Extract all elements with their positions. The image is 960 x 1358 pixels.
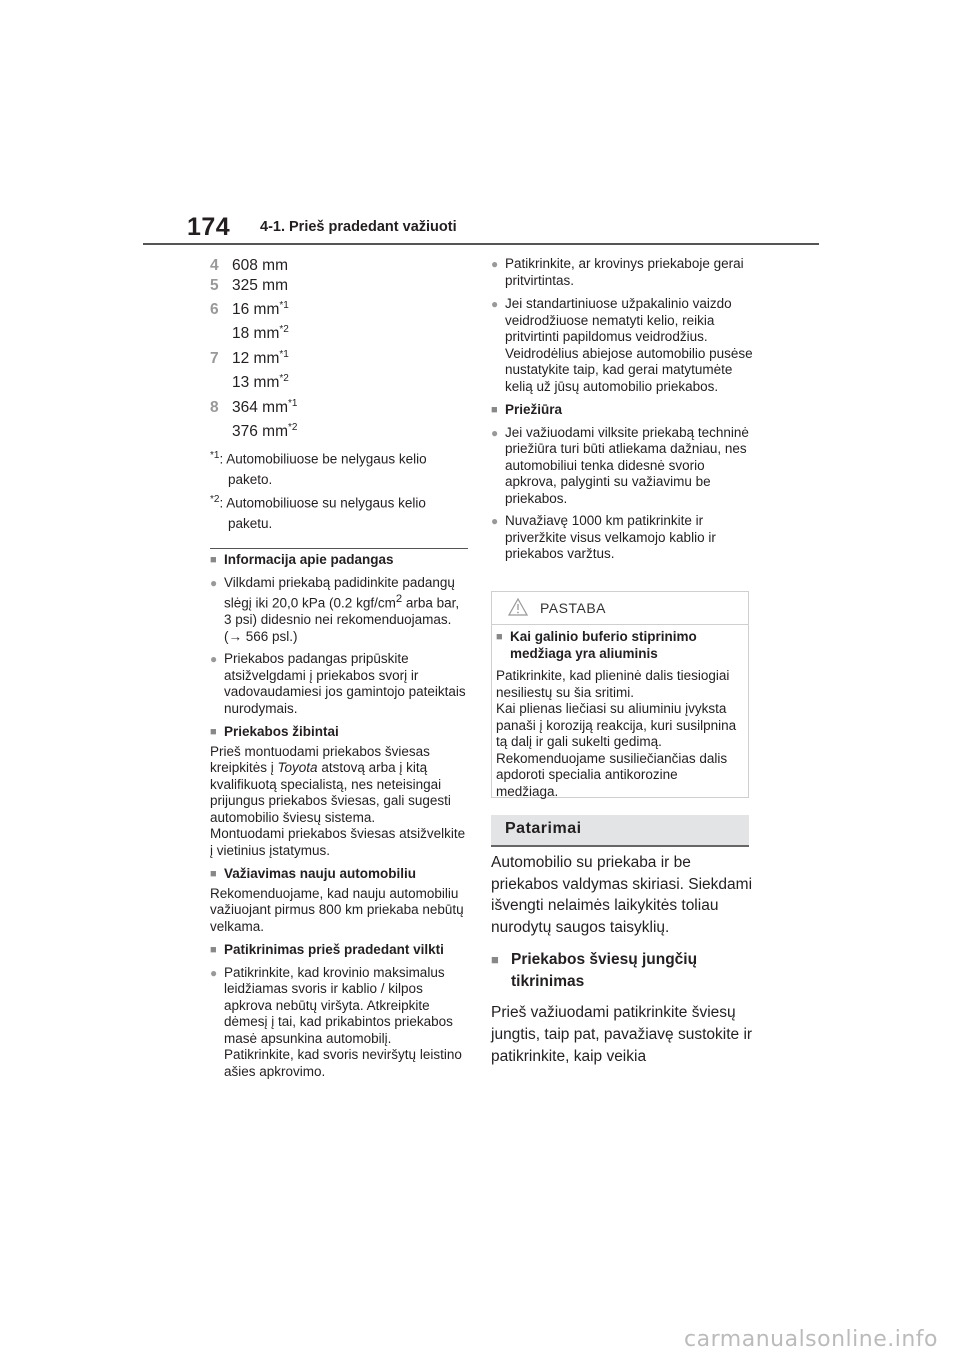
text: Patikrinkite, kad krovinio maksimalus leidžiamas svoris ir kablio / kilpos apkrova nebūtų viršyta. Atkreipkite dėmesį į tai, kad prikabintos priekabos masė apsunkina automobilį. <box>224 964 453 1046</box>
circle-bullet-icon: ● <box>491 257 499 271</box>
footnote <box>210 446 460 490</box>
text: Vilkdami priekabą padidinkite padangų slėgį iki 20,0 kPa (0.2 kgf/cm <box>224 574 455 611</box>
paragraph <box>210 744 468 827</box>
dimension-item <box>210 373 289 392</box>
bullet-item <box>491 296 753 395</box>
circle-bullet-icon: ● <box>210 575 218 590</box>
circle-bullet-icon: ● <box>210 965 218 980</box>
paragraph: Montuodami priekabos šviesas atsižvelkite į vietinius įstatymus. <box>210 826 466 858</box>
dimension-number: 6 <box>210 301 219 319</box>
dimension-value: 364 mm <box>232 399 288 417</box>
brand-name: Toyota <box>277 760 318 775</box>
header-rule <box>143 243 819 245</box>
page-number: 174 <box>187 213 231 241</box>
dimension-value: 12 mm <box>232 350 280 368</box>
dimension-item <box>210 276 288 295</box>
tips-rule <box>491 845 749 847</box>
dimension-number: 7 <box>210 350 219 368</box>
heading-text: Patikrinimas prieš pradedant vilkti <box>224 942 444 957</box>
text: Jei standartiniuose užpakalinio vaizdo veidrodžiuose nematyti kelio, reikia pritvirtinti papildomus veidrodžius. <box>505 296 732 344</box>
dimension-footnote-mark: *1 <box>279 300 289 311</box>
dimension-number: 4 <box>210 257 219 275</box>
dimension-value: 16 mm <box>232 301 280 319</box>
dimension-item <box>210 256 288 275</box>
dimension-item <box>210 349 289 368</box>
notice-box <box>491 591 749 798</box>
notice-header <box>492 592 748 625</box>
right-column <box>491 256 753 563</box>
heading-text: Važiavimas nauju automobiliu <box>224 866 417 881</box>
circle-bullet-icon: ● <box>491 514 499 528</box>
footnote-text: : Automobiliuose su nelygaus kelio paketu. <box>219 495 426 531</box>
dimension-number: 8 <box>210 399 219 417</box>
dimension-footnote-mark: *2 <box>279 324 289 335</box>
bullet-item <box>210 575 468 646</box>
dimension-item <box>210 324 289 343</box>
dimension-item <box>210 422 297 441</box>
bullet-item <box>210 965 468 1081</box>
text: arba bar, 3 psi) didesnio nei rekomenduojamas. (→ 566 psl.) <box>224 595 460 644</box>
square-bullet-icon: ■ <box>491 404 498 416</box>
heading-text: Priekabos žibintai <box>224 724 339 739</box>
text: atstovą arba į kitą kvalifikuotą specialistą, nes neteisingai prijungus priekabos šviesas, gali sugesti automobilio šviesų sistema. <box>210 760 451 825</box>
footnote-mark: *2 <box>210 494 220 505</box>
notice-body <box>492 625 748 800</box>
bullet-item <box>210 651 468 717</box>
heading-text: Kai galinio buferio stiprinimo medžiaga yra aliuminis <box>510 629 697 661</box>
heading-text: Informacija apie padangas <box>224 552 394 567</box>
square-bullet-icon: ■ <box>210 868 217 880</box>
dimension-footnote-mark: *2 <box>279 373 289 384</box>
dimension-value: 18 mm <box>232 325 280 343</box>
paragraph: Automobilio su priekaba ir be priekabos valdymas skiriasi. Siekdami išvengti nelaimės laikykitės toliau nurodytų saugos taisyklių. <box>491 854 753 937</box>
paragraph: Prieš važiuodami patikrinkite šviesų jungtis, taip pat, pavažiavę sustokite ir patikrinkite, kaip veikia <box>491 1004 753 1065</box>
dimension-number: 5 <box>210 277 219 295</box>
footnote-mark: *1 <box>210 450 220 461</box>
square-bullet-icon: ■ <box>210 554 217 566</box>
square-bullet-icon: ■ <box>496 631 503 643</box>
dimension-value: 13 mm <box>232 374 280 392</box>
footnote <box>210 490 460 534</box>
new-car-heading <box>210 866 468 883</box>
superscript: 2 <box>395 593 403 605</box>
tips-header <box>491 815 749 845</box>
square-bullet-icon: ■ <box>210 726 217 738</box>
bullet-item <box>491 513 753 563</box>
bullet-text: Priekabos padangas pripūskite atsižvelgdami į priekabos svorį ir vadovaudamiesi jos gamintojo pateiktais nurodymais. <box>224 651 466 716</box>
dimension-value: 608 mm <box>232 257 288 275</box>
bullet-text <box>224 965 468 1081</box>
dimension-value: 325 mm <box>232 277 288 295</box>
left-column <box>210 552 468 1080</box>
connector-check-heading <box>491 949 753 992</box>
bullet-item <box>491 425 753 508</box>
footnote-text: : Automobiliuose be nelygaus kelio paketo. <box>219 451 427 487</box>
watermark: carmanualsonline.info <box>684 1327 938 1352</box>
text: Veidrodėlius abiejose automobilio pusėse nustatykite taip, kad gerai matytumėte kelią už jūsų automobilio priekabos. <box>505 345 753 394</box>
paragraph: Patikrinkite, kad plieninė dalis tiesiogiai nesiliestų su šia sritimi. <box>496 668 730 700</box>
circle-bullet-icon: ● <box>210 652 218 666</box>
check-heading <box>210 942 468 959</box>
dimension-item <box>210 300 289 319</box>
warning-icon <box>508 598 528 621</box>
text: Prieš montuodami priekabos šviesas kreipkitės į <box>210 743 430 775</box>
dimension-item <box>210 398 297 417</box>
bullet-text <box>224 575 468 646</box>
square-bullet-icon: ■ <box>491 951 499 967</box>
maintenance-heading <box>491 402 753 419</box>
square-bullet-icon: ■ <box>210 944 217 956</box>
dimension-footnote-mark: *1 <box>279 349 289 360</box>
notice-heading <box>496 629 742 662</box>
bullet-text: Patikrinkite, ar krovinys priekaboje gerai pritvirtintas. <box>505 256 744 288</box>
text: Patikrinkite, kad svoris neviršytų leistino ašies apkrovimo. <box>224 1047 462 1079</box>
paragraph: Rekomenduojame, kad nauju automobiliu važiuojant pirmus 800 km priekaba nebūtų velkama. <box>210 885 464 934</box>
tires-heading <box>210 552 468 569</box>
bullet-item <box>491 256 753 289</box>
tips-title: Patarimai <box>505 820 582 837</box>
paragraph: Kai plienas liečiasi su aliuminiu įvyksta panaši į koroziją reakcija, kuri susilpnina tą dalį ir gali sukelti gedimą. Rekomenduojame susiliečiančias dalis apdoroti specialia antikorozine medžiaga. <box>496 701 737 799</box>
section-title: 4-1. Prieš pradedant važiuoti <box>260 219 457 235</box>
lights-heading <box>210 724 468 741</box>
notice-title: PASTABA <box>540 600 607 616</box>
bullet-text: Jei važiuodami vilksite priekabą techninė priežiūra turi būti atliekama dažniau, nes automobiliui tenka didesnė svorio apkrova, palyginti su važiavimu be priekabos. <box>505 424 749 506</box>
section-divider <box>210 548 468 549</box>
dimension-footnote-mark: *1 <box>288 398 298 409</box>
bullet-text: Nuvažiavę 1000 km patikrinkite ir priveržkite visus velkamojo kablio ir priekabos varžtus. <box>505 513 716 561</box>
dimension-footnote-mark: *2 <box>288 422 298 433</box>
circle-bullet-icon: ● <box>491 297 499 311</box>
heading-text: Priežiūra <box>505 402 563 417</box>
circle-bullet-icon: ● <box>491 425 499 440</box>
heading-text: Priekabos šviesų jungčių tikrinimas <box>511 950 698 990</box>
dimension-value: 376 mm <box>232 423 288 441</box>
tips-body <box>491 852 753 1067</box>
bullet-text <box>505 296 753 395</box>
